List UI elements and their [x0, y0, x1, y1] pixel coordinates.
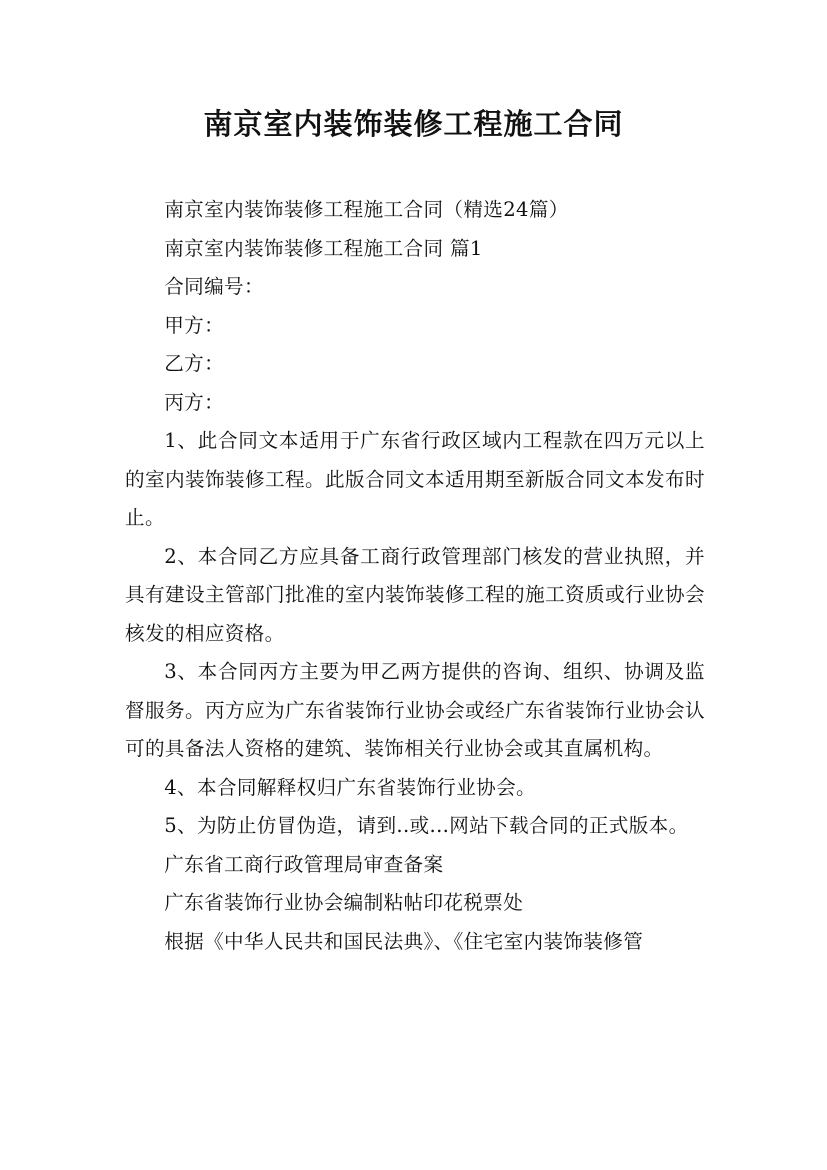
paragraph-filing-note: 广东省工商行政管理局审查备案: [164, 852, 444, 876]
document-title: 南京室内装饰装修工程施工合同: [203, 107, 624, 141]
paragraph-party-c: 丙方：: [164, 390, 225, 414]
paragraph-stamp-note: 广东省装饰行业协会编制粘帖印花税票处: [164, 891, 524, 914]
paragraph-party-b: 乙方：: [164, 352, 225, 375]
paragraph-party-a: 甲方：: [164, 313, 225, 337]
paragraph-clause-3: 3、本合同丙方主要为甲乙两方提供的咨询、组织、协调及监督服务。丙方应为广东省装饰行业协会或经广东省装饰行业协会认可的具备法人资格的建筑、装饰相关行业协会或其直属机构。: [125, 660, 705, 760]
document-body: [125, 191, 705, 961]
paragraph-contract-number: 合同编号：: [164, 275, 264, 298]
paragraph-clause-5: 5、为防止仿冒伪造，请到..或...网站下载合同的正式版本。: [164, 814, 689, 837]
paragraph-clause-2: 2、本合同乙方应具备工商行政管理部门核发的营业执照，并具有建设主管部门批准的室内装饰装修工程的施工资质或行业协会核发的相应资格。: [125, 544, 705, 645]
paragraph-clause-1: 1、此合同文本适用于广东省行政区域内工程款在四万元以上的室内装饰装修工程。此版合同文本适用期至新版合同文本发布时止。: [125, 429, 705, 529]
paragraph-clause-4: 4、本合同解释权归广东省装饰行业协会。: [164, 775, 536, 799]
paragraph-legal-basis: 根据《中华人民共和国民法典》、《住宅室内装饰装修管: [164, 929, 644, 953]
paragraph-subtitle: 南京室内装饰装修工程施工合同（精选24篇）: [164, 198, 569, 221]
paragraph-section-heading: 南京室内装饰装修工程施工合同 篇1: [164, 236, 483, 260]
